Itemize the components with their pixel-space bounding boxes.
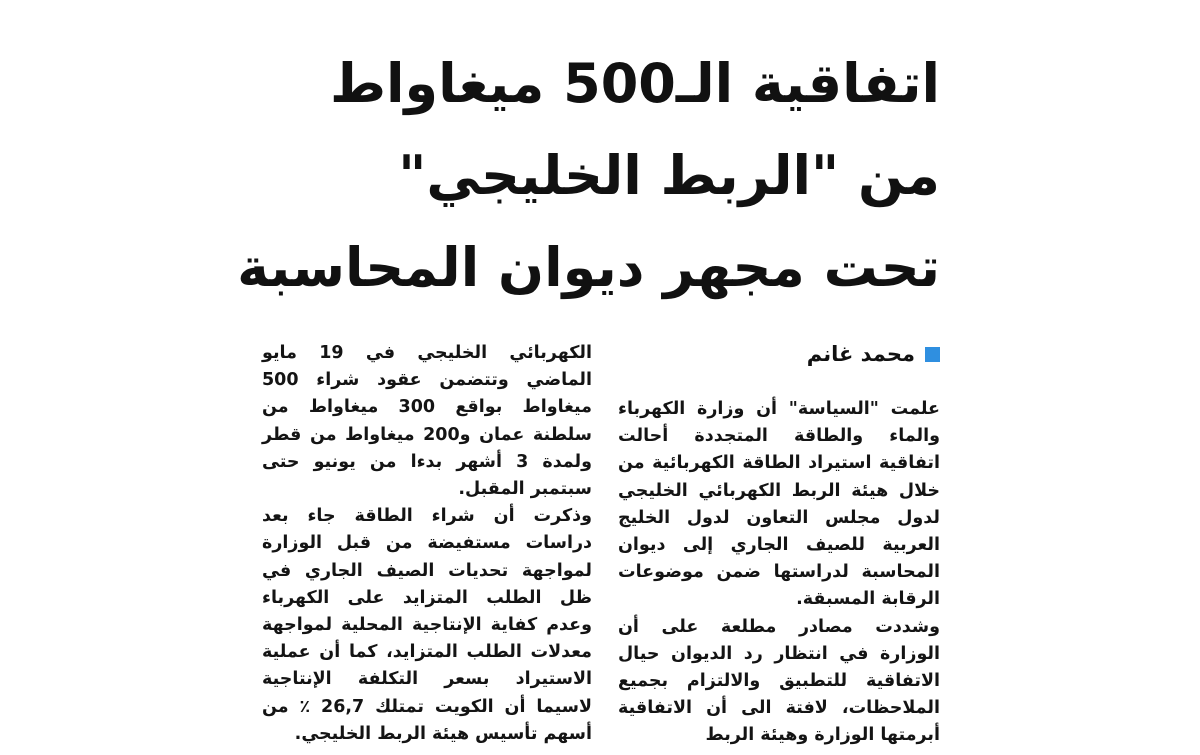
paragraph: علمت "السياسة" أن وزارة الكهرباء والماء والطاقة المتجددة أحالت اتفاقية استيراد الطاقة الكهربائية من خلال هيئة الربط الكهربائي الخليجي لدول مجلس التعاون لدول الخليج العربية للصيف الجاري إلى ديوان المحاسبة لدراستها ضمن موضوعات الرقابة المسبقة. <box>618 399 940 610</box>
headline-line-3: تحت مجهر ديوان المحاسبة <box>237 236 940 299</box>
byline-marker-icon <box>925 347 940 362</box>
byline <box>700 342 940 366</box>
paragraph: الكهربائي الخليجي في 19 مايو الماضي وتتضمن عقود شراء 500 ميغاواط بواقع 300 ميغاواط من سلطنة عمان و200 ميغاواط من قطر ولمدة 3 أشهر بدءا من يونيو حتى سبتمبر المقبل. <box>262 343 592 500</box>
headline-line-1: اتفاقية الـ500 ميغاواط <box>329 52 940 115</box>
article-headline <box>237 38 940 314</box>
paragraph: وذكرت أن شراء الطاقة جاء بعد دراسات مستفيضة من قبل الوزارة لمواجهة تحديات الصيف الجاري في ظل الطلب المتزايد على الكهرباء وعدم كفاية الإنتاجية المحلية لمواجهة معدلات الطلب المتزايد، كما أن عملية الاستيراد بسعر التكلفة الإنتاجية لاسيما أن الكويت تمتلك 26,7 ٪ من أسهم تأسيس هيئة الربط الخليجي. <box>262 506 592 744</box>
article-column-right <box>618 396 940 750</box>
headline-line-2: من "الربط الخليجي" <box>398 144 940 207</box>
article-column-left <box>262 340 592 748</box>
author-name: محمد غانم <box>806 342 915 366</box>
paragraph: وشددت مصادر مطلعة على أن الوزارة في انتظار رد الديوان حيال الاتفاقية للتطبيق والالتزام بجميع الملاحظات، لافتة الى أن الاتفاقية أبرمتها الوزارة وهيئة الربط <box>618 616 940 746</box>
